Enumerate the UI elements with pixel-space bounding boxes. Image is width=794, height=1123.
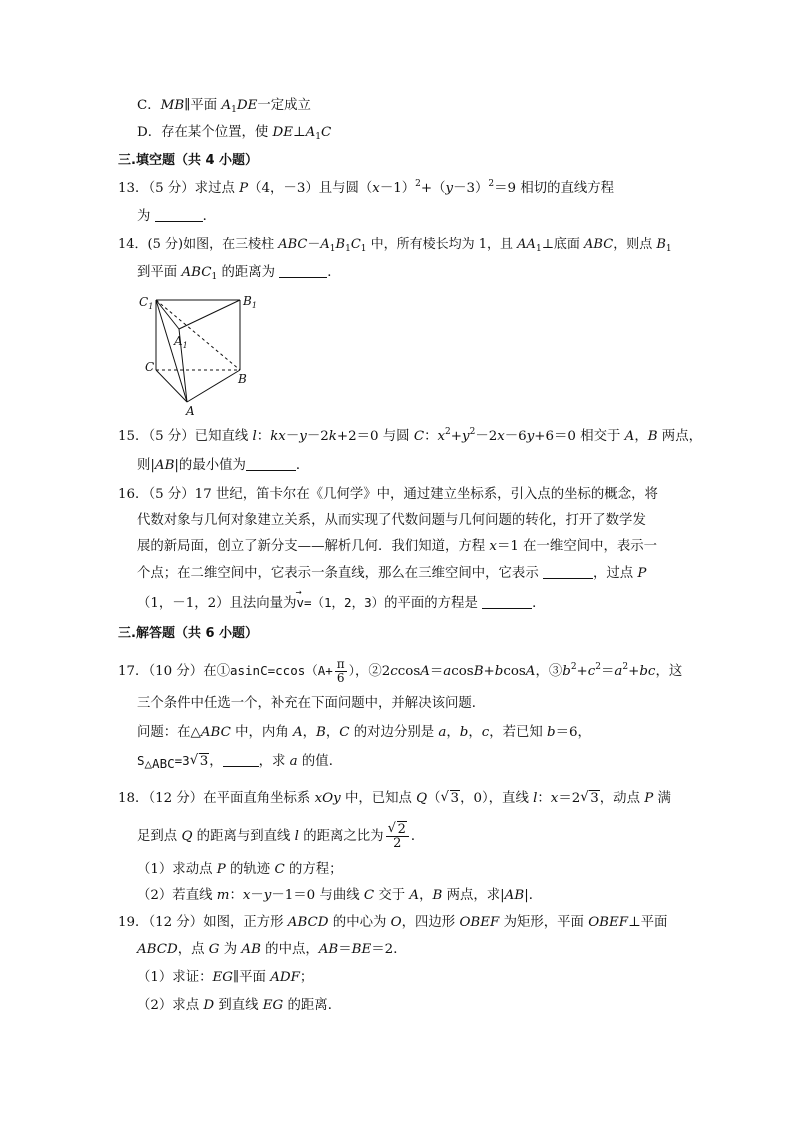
q18-text: 两点，求| <box>442 888 505 903</box>
q18-text: （1）求动点 <box>137 862 217 877</box>
q17-var: A <box>292 725 303 740</box>
q17-sup: 2 <box>570 662 577 672</box>
q17-text: cos <box>397 664 421 679</box>
answer-blank[interactable] <box>246 457 296 471</box>
q19-var: ADF <box>270 970 300 985</box>
q19-text: ⊥平面 <box>628 915 668 930</box>
q17-var: b <box>547 725 556 740</box>
q19-var: EG <box>262 998 284 1013</box>
q15-text: －6 <box>504 429 527 444</box>
q17-text: ＝ <box>601 664 615 679</box>
q19-var: AB <box>241 942 261 957</box>
answer-blank[interactable] <box>155 208 203 222</box>
option-d-sub: 1 <box>315 132 322 142</box>
q15-text: －2 <box>475 429 498 444</box>
option-c-text: ∥平面 <box>184 98 222 113</box>
q16-text: ． <box>532 596 546 611</box>
q18-var: Q <box>416 791 428 806</box>
q13-text: （4，－3）且与圆（ <box>248 181 373 196</box>
q13-text: －1） <box>379 181 416 196</box>
sqrt-3 <box>580 790 600 808</box>
q19-var: BE <box>351 942 372 957</box>
q17-area-value: =3 <box>174 753 190 768</box>
q14-sub: 1 <box>360 244 367 254</box>
q13-sup: 2 <box>415 179 421 189</box>
answer-blank[interactable] <box>543 565 593 579</box>
q13-var: x <box>372 181 380 196</box>
q15-var: B <box>647 429 658 444</box>
q17-sup: 2 <box>622 662 629 672</box>
q17-sup: 2 <box>595 662 602 672</box>
q15-text: ： <box>424 429 438 444</box>
q19-text: 的距离． <box>283 998 342 1013</box>
q17-line3 <box>137 724 591 742</box>
label-b1: $B_1$ <box>243 294 257 310</box>
q15-var: l <box>252 429 257 444</box>
option-d-var: DE <box>272 125 294 140</box>
q18-text: （ <box>427 791 441 806</box>
q15-text: － <box>285 429 300 444</box>
edge-a1-b1 <box>179 300 240 329</box>
q19-text: ； <box>299 970 314 985</box>
q17-var: ABC <box>200 725 231 740</box>
fraction-denominator: 6 <box>336 671 345 685</box>
q13-text: －3） <box>453 181 489 196</box>
q17-var: B <box>473 664 484 679</box>
q17-var: a <box>289 754 298 769</box>
area-subscript: △ABC <box>144 756 175 771</box>
q14-var: B <box>656 237 666 252</box>
q17-text: ， <box>446 725 460 740</box>
q19-var: D <box>203 998 215 1013</box>
label-c1: $C_1$ <box>139 295 154 311</box>
q17-line1 <box>118 658 682 685</box>
label-a: A <box>186 404 195 418</box>
q14-line1 <box>118 236 672 254</box>
condition-blank[interactable] <box>223 753 259 767</box>
q14-sub: 1 <box>535 244 542 254</box>
q15-text: + <box>450 429 462 444</box>
q17-text: ， <box>209 754 223 769</box>
option-c-var: DE <box>236 98 258 113</box>
q17-condition1: asinC=ccos（A+ <box>229 663 333 678</box>
q15-text: 则| <box>137 458 155 473</box>
edge-c1-a1 <box>156 300 179 329</box>
q19-line1 <box>118 914 667 932</box>
q16-line4 <box>137 565 646 583</box>
q16-text: ＝1 在一维空间中，表示一 <box>496 539 658 554</box>
q17-text: 问题：在△ <box>137 725 201 740</box>
q19-line3 <box>137 969 313 987</box>
q19-var: OBEF <box>459 915 500 930</box>
fraction-numerator: π <box>336 657 345 671</box>
q18-var: m <box>216 888 230 903</box>
q19-text: （1）求证： <box>137 970 213 985</box>
option-c-var: A <box>221 98 232 113</box>
q17-var: C <box>339 725 350 740</box>
q18-var: C <box>274 862 285 877</box>
edge-c1-b-dashed <box>156 300 240 370</box>
q16-text: ，过点 <box>592 566 638 581</box>
q15-text: 两点， <box>657 429 702 444</box>
option-d <box>137 124 331 142</box>
q18-line3 <box>137 861 343 879</box>
q18-var: xOy <box>314 791 341 806</box>
label-b: B <box>238 372 247 386</box>
q17-text: ） <box>348 663 355 678</box>
q13-text: 为 <box>137 209 155 224</box>
q15-var: kx <box>270 429 286 444</box>
q17-text: 中，内角 <box>230 725 293 740</box>
q19-line2 <box>137 941 407 959</box>
answer-blank[interactable] <box>279 264 327 278</box>
label-a1: $A_1$ <box>174 334 188 350</box>
q17-var: a <box>614 664 623 679</box>
q17-var: A <box>525 664 536 679</box>
q15-var: k <box>328 429 337 444</box>
q16-text: 展的新局面，创立了新分支——解析几何．我们知道，方程 <box>137 539 490 554</box>
option-c-var: MB <box>160 98 185 113</box>
q17-text: + <box>628 664 640 679</box>
sqrt-2 <box>388 823 407 836</box>
q19-line4 <box>137 997 341 1015</box>
q18-text: －1＝0 与曲线 <box>271 888 364 903</box>
q17-text: ，②2 <box>354 664 391 679</box>
q19-text: （2）求点 <box>137 998 204 1013</box>
q17-text: ，若已知 <box>489 725 548 740</box>
q19-text: 的中心为 <box>328 915 391 930</box>
q17-text: ，③ <box>535 664 563 679</box>
q17-text: 的值． <box>297 754 343 769</box>
option-d-text: D．存在某个位置，使 <box>137 125 273 140</box>
option-c <box>137 97 311 115</box>
edge-a-b <box>187 370 240 402</box>
q14-sub: 1 <box>329 244 336 254</box>
q14-var: ABC <box>181 265 212 280</box>
q14-sub: 1 <box>211 272 218 282</box>
q18-var: C <box>363 888 375 903</box>
q18-var: A <box>409 888 420 903</box>
q17-text: ＝ <box>429 664 444 679</box>
q15-var: y <box>526 429 535 444</box>
q17-var: b <box>494 664 504 679</box>
q18-text: ，动点 <box>599 791 645 806</box>
q17-text: ， <box>302 725 317 740</box>
q19-text: ，点 <box>177 942 209 957</box>
q14-sub: 1 <box>665 244 672 254</box>
q19-text: 到直线 <box>214 998 263 1013</box>
q14-sub: 1 <box>345 244 351 254</box>
q16-var: P <box>637 566 647 581</box>
answer-blank[interactable] <box>482 595 532 609</box>
q13-text: ＝9 相切的直线方程 <box>494 181 615 196</box>
q15-text: |的最小值为 <box>174 458 246 473</box>
q17-text: ＝6， <box>555 725 591 740</box>
q19-text: ，四边形 <box>401 915 460 930</box>
q18-text: ， <box>419 888 433 903</box>
q18-line4 <box>137 887 542 905</box>
q14-text: ，则点 <box>613 237 657 252</box>
q16-text: 个点；在二维空间中，它表示一条直线，那么在三维空间中，它表示 <box>137 566 543 581</box>
q17-text: + <box>483 664 495 679</box>
q14-text: 的距离为 <box>217 265 280 280</box>
q13-text: ． <box>202 209 217 224</box>
q19-var: EG <box>212 970 233 985</box>
fraction-numerator <box>386 823 409 837</box>
q18-text: 交于 <box>374 888 410 903</box>
q18-text: 足到点 <box>137 829 182 844</box>
q15-var: C <box>413 429 425 444</box>
q15-var: x <box>437 429 446 444</box>
option-c-text: 一定成立 <box>257 98 311 113</box>
radicand: 3 <box>450 791 460 806</box>
q17-var: c <box>587 664 596 679</box>
q16-line1: 16．（5 分）17 世纪，笛卡尔在《几何学》中，通过建立坐标系，引入点的坐标的概念，将 <box>118 487 658 502</box>
q17-text: cos <box>451 664 474 679</box>
q15-text: ． <box>295 458 310 473</box>
option-d-var: A <box>305 125 316 140</box>
q19-var: AB <box>318 942 339 957</box>
q18-var: P <box>644 791 654 806</box>
q17-line2: 三个条件中任选一个，补充在下面问题中，并解决该问题． <box>137 696 486 711</box>
q17-text: ， <box>468 725 482 740</box>
q18-var: y <box>263 888 272 903</box>
q18-line1 <box>118 790 671 808</box>
q18-var: P <box>216 862 226 877</box>
q18-text: ： <box>229 888 243 903</box>
q14-text: 到平面 <box>137 265 182 280</box>
q18-var: Q <box>181 829 193 844</box>
q18-text: ： <box>537 791 551 806</box>
fraction-sqrt2-2 <box>386 823 409 850</box>
q16-line2: 代数对象与几何对象建立关系，从而实现了代数问题与几何问题的转化，打开了数学发 <box>137 513 646 528</box>
q19-var: OBEF <box>588 915 629 930</box>
q13-line2 <box>137 208 216 226</box>
q15-text: +2＝0 与圆 <box>336 429 414 444</box>
q15-text: 15．（5 分）已知直线 <box>118 429 253 444</box>
area-symbol: S <box>137 753 145 768</box>
q16-line3 <box>137 538 657 556</box>
option-d-text: ⊥ <box>293 125 306 140</box>
q18-var: B <box>432 888 443 903</box>
q19-var: ABCD <box>287 915 329 930</box>
q15-sup: 2 <box>469 427 476 437</box>
q18-text: （2）若直线 <box>137 888 217 903</box>
q15-var: AB <box>154 458 175 473</box>
q18-text: － <box>250 888 264 903</box>
q18-text: 的方程； <box>284 862 343 877</box>
q15-text: －2 <box>306 429 329 444</box>
q18-text: 满 <box>653 791 671 806</box>
q17-var: a <box>438 725 447 740</box>
q18-text: 中，已知点 <box>340 791 417 806</box>
q13-var: y <box>445 181 454 196</box>
q15-sup: 2 <box>445 427 451 437</box>
fraction-denominator: 2 <box>393 836 402 851</box>
q18-text: 的距离之比为 <box>298 829 384 844</box>
q15-line2 <box>137 457 309 475</box>
radicand: 3 <box>199 754 209 769</box>
q15-text: ： <box>256 429 271 444</box>
q14-var: B <box>335 237 346 252</box>
q17-text: + <box>576 664 588 679</box>
q17-text: ，求 <box>258 754 290 769</box>
q16-text: （1，－1，2）且法向量为 <box>137 596 297 611</box>
q17-text: cos <box>503 664 526 679</box>
q18-var: l <box>533 791 538 806</box>
q14-line2 <box>137 264 341 282</box>
q13-text: 13．（5 分）求过点 <box>118 181 240 196</box>
q19-var: G <box>208 942 220 957</box>
q14-var: ABC <box>278 237 308 252</box>
q15-var: y <box>462 429 470 444</box>
q13-line1 <box>118 180 614 198</box>
q17-text: 的对边分别是 <box>349 725 439 740</box>
q17-var: a <box>443 664 452 679</box>
q17-text: ， <box>325 725 340 740</box>
option-c-sub: 1 <box>231 105 237 115</box>
radicand: 3 <box>590 791 599 806</box>
q14-var: A <box>320 237 330 252</box>
q14-text: ⊥底面 <box>541 237 585 252</box>
q15-text: +6＝0 相交于 <box>534 429 625 444</box>
q18-line2 <box>137 823 424 850</box>
fraction-pi-6 <box>335 658 347 685</box>
section-title-fill-blank: 三.填空题（共 4 小题） <box>118 153 259 168</box>
q14-var: ABC <box>584 237 614 252</box>
q18-var: AB <box>504 888 525 903</box>
q14-var: AA <box>517 237 536 252</box>
option-c-prefix: C． <box>137 98 161 113</box>
q14-text: 中，所有棱长均为 1，且 <box>366 237 518 252</box>
q19-text: 19．（12 分）如图，正方形 <box>118 915 288 930</box>
q17-line4 <box>137 752 342 771</box>
q16-var: x <box>489 539 497 554</box>
q19-text: ＝ <box>338 942 352 957</box>
q18-var: l <box>294 829 299 844</box>
q17-text: ，这 <box>655 664 683 679</box>
q13-text: +（ <box>420 181 446 196</box>
q16-text: 的平面的方程是 <box>384 596 483 611</box>
q15-var: x <box>497 429 505 444</box>
q14-var: C <box>350 237 361 252</box>
q19-text: ∥平面 <box>232 970 271 985</box>
q18-var: x <box>242 888 251 903</box>
q17-var: c <box>390 664 398 679</box>
q18-var: x <box>550 791 559 806</box>
q17-var: B <box>316 725 326 740</box>
q17-var: c <box>481 725 490 740</box>
q17-var: b <box>562 664 571 679</box>
q18-text: 的轨迹 <box>225 862 275 877</box>
prism-figure <box>130 288 270 422</box>
radicand: 2 <box>397 822 406 837</box>
q18-text: ＝2 <box>558 791 581 806</box>
q18-text: ，0），直线 <box>460 791 534 806</box>
q19-var: O <box>390 915 402 930</box>
sqrt-3 <box>190 753 210 771</box>
q19-text: 为矩形，平面 <box>499 915 589 930</box>
q18-text: |． <box>524 888 543 903</box>
q17-var: bc <box>639 664 656 679</box>
q13-sup: 2 <box>488 179 495 189</box>
q17-var: A <box>420 664 430 679</box>
q19-text: ＝2． <box>371 942 407 957</box>
sqrt-3 <box>441 790 461 808</box>
q13-var: P <box>239 181 249 196</box>
q17-var: b <box>459 725 469 740</box>
q19-var: ABCD <box>137 942 178 957</box>
q18-text: 的距离与到直线 <box>192 829 295 844</box>
q19-text: 为 <box>219 942 242 957</box>
q18-text: ． <box>410 829 425 844</box>
q14-text: ． <box>327 265 341 280</box>
q15-line1 <box>118 428 702 446</box>
section-title-solutions: 三.解答题（共 6 小题） <box>118 626 259 641</box>
q17-text: 17．（10 分）在① <box>118 664 230 679</box>
q18-text: 18．（12 分）在平面直角坐标系 <box>118 791 315 806</box>
vector-v: v → <box>296 594 304 612</box>
q15-text: ， <box>634 429 648 444</box>
q14-text: － <box>307 237 321 252</box>
q16-line5 <box>137 594 546 613</box>
q15-var: A <box>624 429 635 444</box>
q16-vector-value: =（1，2，3） <box>304 595 385 610</box>
q14-text: 14．(5 分)如图，在三棱柱 <box>118 237 279 252</box>
q15-var: y <box>299 429 307 444</box>
option-d-var: C <box>321 125 332 140</box>
q19-text: 的中点， <box>260 942 319 957</box>
label-c: C <box>145 360 155 374</box>
